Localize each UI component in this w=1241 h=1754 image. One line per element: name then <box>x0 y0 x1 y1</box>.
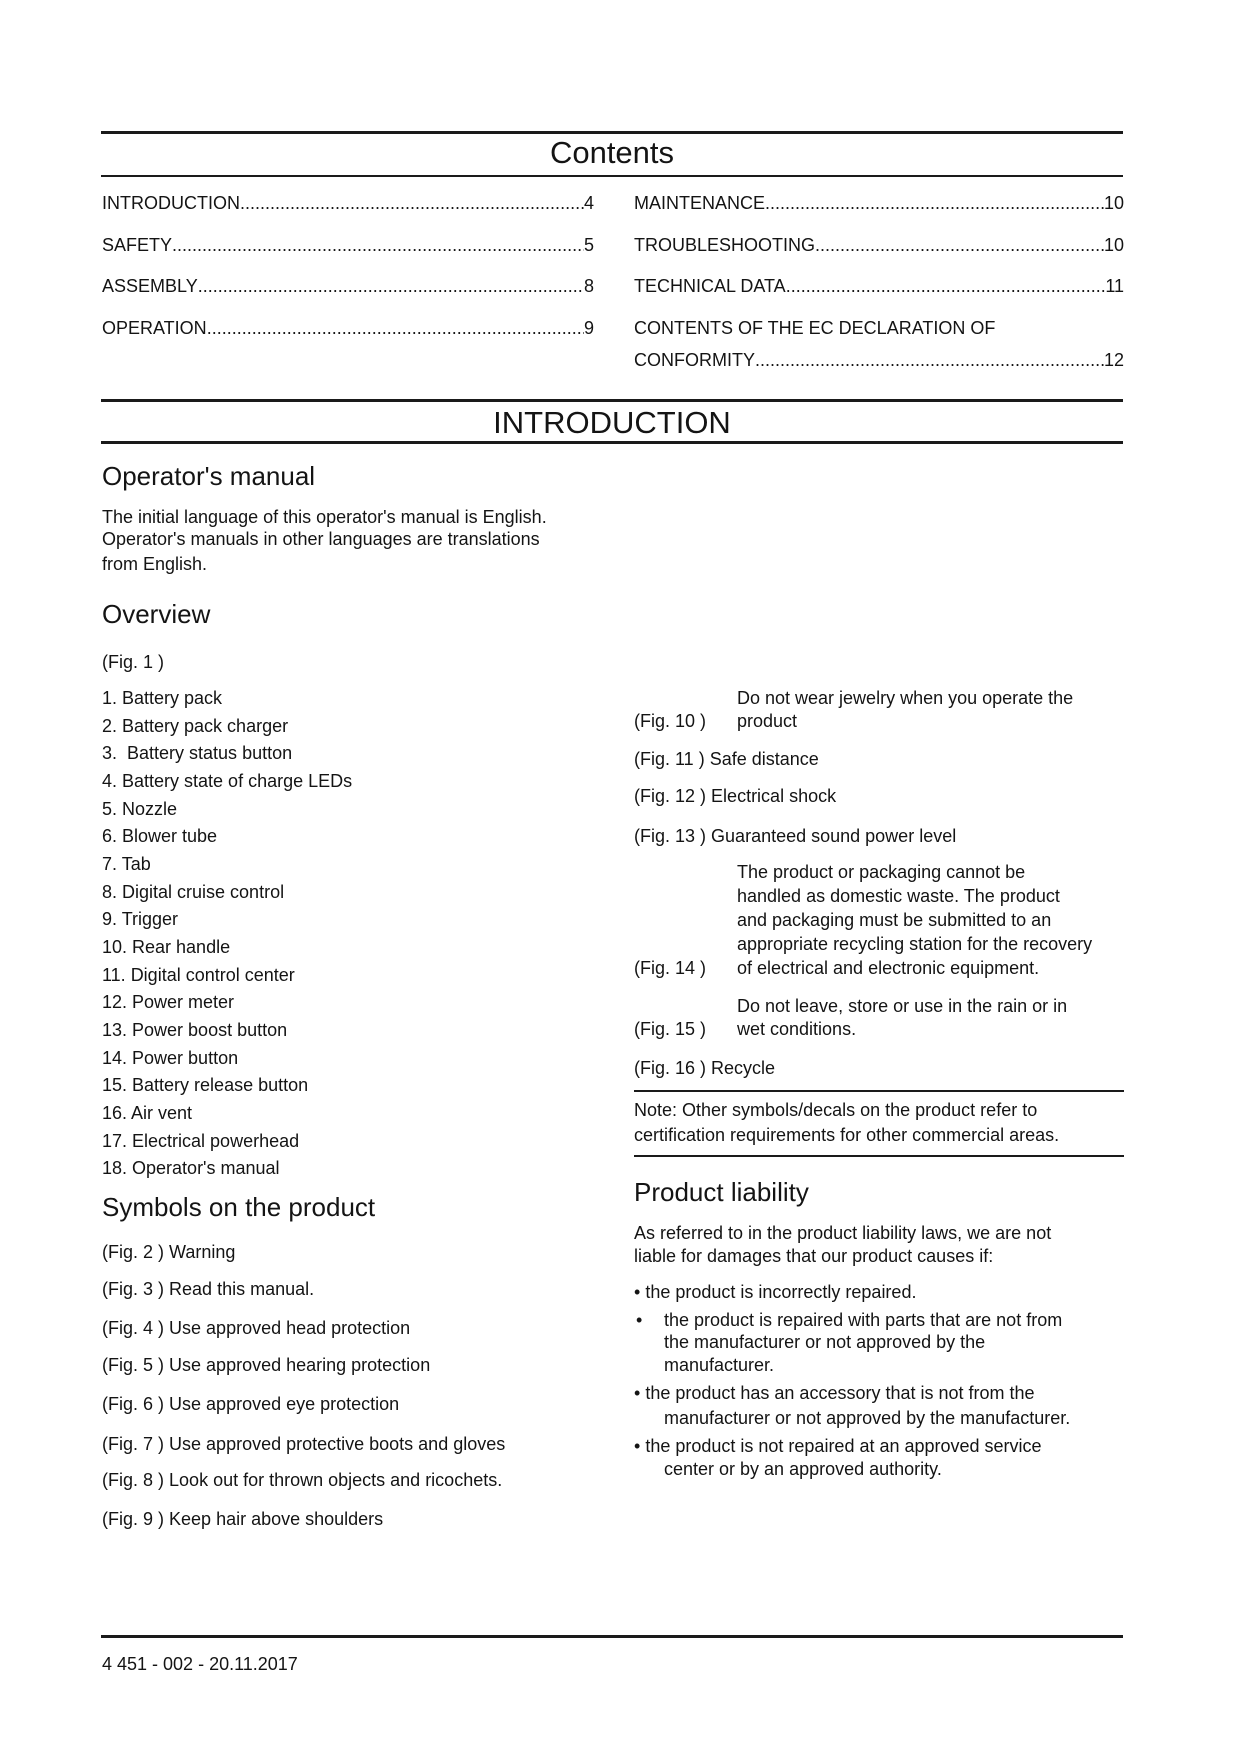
toc-page: 8 <box>583 276 594 296</box>
list-item: 4. Battery state of charge LEDs <box>102 770 353 791</box>
list-item: 2. Battery pack charger <box>102 715 289 736</box>
bullet-text: the product is repaired with parts that are not from <box>664 1310 1063 1330</box>
symbol-text: of electrical and electronic equipment. <box>737 958 1040 978</box>
fig-ref: (Fig. 4 ) <box>102 1318 165 1338</box>
toc-leader <box>765 192 1104 214</box>
symbol-text: and packaging must be submitted to an <box>737 910 1052 930</box>
toc-entry-operation <box>102 317 594 339</box>
list-item: 13. Power boost button <box>102 1019 288 1040</box>
toc-leader <box>240 192 584 214</box>
bullet-text: center or by an approved authority. <box>664 1459 942 1479</box>
symbol-entry <box>102 1433 505 1455</box>
symbol-entry <box>634 825 956 847</box>
toc-page: 11 <box>1105 276 1124 296</box>
symbol-text: Warning <box>169 1242 236 1262</box>
list-item: 1. Battery pack <box>102 688 223 708</box>
toc-label: CONFORMITY <box>634 350 755 370</box>
introduction-title: INTRODUCTION <box>493 405 731 440</box>
bullet-item <box>634 1435 1042 1457</box>
fig-ref: (Fig. 11 ) <box>634 749 705 769</box>
symbols-heading: Symbols on the product <box>102 1192 376 1222</box>
symbol-entry <box>634 1057 775 1079</box>
toc-leader <box>207 317 584 339</box>
bullet-text: the manufacturer or not approved by the <box>664 1332 986 1352</box>
fig-ref: (Fig. 8 ) <box>102 1470 165 1490</box>
note-label: Note: <box>634 1100 678 1120</box>
symbol-text: Read this manual. <box>169 1279 315 1299</box>
list-item: 9. Trigger <box>102 909 179 930</box>
symbol-text: Use approved eye protection <box>169 1394 400 1414</box>
bullet-text: the product has an accessory that is not from the <box>645 1383 1035 1403</box>
toc-label: TECHNICAL DATA <box>634 276 786 296</box>
symbol-text: The product or packaging cannot be <box>737 862 1026 882</box>
operators-manual-heading: Operator's manual <box>102 461 316 491</box>
bullet-icon: • <box>634 1436 641 1456</box>
list-item: 18. Operator's manual <box>102 1158 280 1179</box>
contents-bottom-rule <box>101 175 1123 177</box>
product-liability-intro: As referred to in the product liability laws, we are not <box>634 1223 1052 1243</box>
bullet-text: manufacturer or not approved by the manufacturer. <box>664 1408 1071 1428</box>
symbol-entry <box>102 1317 410 1339</box>
note-line <box>634 1099 1037 1121</box>
fig-ref: (Fig. 5 ) <box>102 1355 165 1375</box>
symbol-entry <box>102 1278 314 1300</box>
toc-entry-ec-declaration-line1: CONTENTS OF THE EC DECLARATION OF <box>634 318 996 338</box>
symbol-entry <box>102 1508 383 1530</box>
bullet-text: the product is not repaired at an approved service <box>645 1436 1042 1456</box>
toc-entry-safety <box>102 234 594 256</box>
bullet-icon: • <box>634 1282 641 1302</box>
symbol-text: Guaranteed sound power level <box>711 826 957 846</box>
introduction-top-rule <box>101 399 1123 402</box>
list-item: 10. Rear handle <box>102 936 231 957</box>
symbol-text: appropriate recycling station for the recovery <box>737 934 1093 954</box>
symbol-entry <box>102 1241 235 1263</box>
contents-title: Contents <box>549 135 675 170</box>
toc-entry-ec-declaration <box>634 349 1124 371</box>
fig-ref: (Fig. 12 ) <box>634 786 707 806</box>
symbol-text: Do not wear jewelry when you operate the <box>737 688 1074 708</box>
list-item: 7. Tab <box>102 853 151 874</box>
symbol-text: Use approved protective boots and gloves <box>169 1434 506 1454</box>
operators-manual-line: The initial language of this operator's manual is English. <box>102 507 547 527</box>
toc-label: OPERATION <box>102 318 207 338</box>
toc-entry-technical-data <box>634 275 1124 297</box>
toc-page: 10 <box>1103 193 1124 213</box>
note-top-rule <box>634 1090 1124 1092</box>
symbol-text: wet conditions. <box>737 1019 857 1039</box>
footer-doc-id: 4 451 - 002 - 20.11.2017 <box>102 1654 298 1674</box>
toc-label: INTRODUCTION <box>102 193 240 213</box>
toc-label: ASSEMBLY <box>102 276 198 296</box>
list-item: 8. Digital cruise control <box>102 881 285 902</box>
overview-fig-ref: (Fig. 1 ) <box>102 652 165 672</box>
symbol-text: Use approved head protection <box>169 1318 411 1338</box>
toc-page: 4 <box>583 193 594 213</box>
bullet-icon: • <box>634 1383 641 1403</box>
bullet-item <box>634 1281 916 1303</box>
symbol-text: Safe distance <box>709 749 819 769</box>
bullet-item <box>634 1382 1035 1404</box>
toc-entry-troubleshooting <box>634 234 1124 256</box>
operators-manual-line: from English. <box>102 554 208 574</box>
list-item: 15. Battery release button <box>102 1075 309 1096</box>
note-text: Other symbols/decals on the product refer to <box>677 1100 1038 1120</box>
fig-ref: (Fig. 16 ) <box>634 1058 707 1078</box>
list-item: 12. Power meter <box>102 992 235 1013</box>
symbol-text: Recycle <box>711 1058 776 1078</box>
list-item: 3. Battery status button <box>102 743 293 764</box>
bullet-text: the product is incorrectly repaired. <box>645 1282 917 1302</box>
symbol-text: product <box>737 711 798 731</box>
list-item: 6. Blower tube <box>102 826 218 847</box>
symbol-entry <box>102 1469 502 1491</box>
toc-entry-assembly <box>102 275 594 297</box>
fig-ref: (Fig. 3 ) <box>102 1279 165 1299</box>
toc-leader <box>172 234 584 256</box>
operators-manual-line: Operator's manuals in other languages are translations <box>102 529 540 549</box>
bullet-icon: • <box>636 1310 643 1330</box>
list-item: 5. Nozzle <box>102 798 178 819</box>
symbol-text: Keep hair above shoulders <box>169 1509 384 1529</box>
toc-entry-maintenance <box>634 192 1124 214</box>
list-item: 17. Electrical powerhead <box>102 1130 300 1151</box>
symbol-entry <box>634 748 819 770</box>
symbol-text: Do not leave, store or use in the rain or in <box>737 996 1068 1016</box>
toc-entry-introduction <box>102 192 594 214</box>
toc-label: MAINTENANCE <box>634 193 766 213</box>
toc-leader <box>755 349 1104 371</box>
note-bottom-rule <box>634 1155 1124 1157</box>
list-item: 11. Digital control center <box>102 964 295 985</box>
toc-page: 5 <box>583 235 594 255</box>
bullet-text: manufacturer. <box>664 1355 775 1375</box>
product-liability-intro: liable for damages that our product causes if: <box>634 1246 994 1266</box>
footer-rule <box>101 1635 1123 1638</box>
toc-page: 9 <box>583 318 594 338</box>
fig-ref: (Fig. 9 ) <box>102 1509 165 1529</box>
toc-page: 12 <box>1103 350 1124 370</box>
contents-top-rule <box>101 131 1123 134</box>
symbol-text: Look out for thrown objects and ricochets. <box>169 1470 503 1490</box>
fig-ref: (Fig. 13 ) <box>634 826 707 846</box>
fig-ref: (Fig. 15 ) <box>634 1019 707 1039</box>
symbol-text: Electrical shock <box>711 786 837 806</box>
symbol-entry <box>634 785 836 807</box>
toc-leader <box>815 234 1104 256</box>
product-liability-heading: Product liability <box>634 1177 809 1207</box>
symbol-text: handled as domestic waste. The product <box>737 886 1060 906</box>
symbol-entry <box>102 1354 430 1376</box>
fig-ref: (Fig. 7 ) <box>102 1434 165 1454</box>
fig-ref: (Fig. 14 ) <box>634 958 707 978</box>
toc-page: 10 <box>1103 235 1124 255</box>
fig-ref: (Fig. 6 ) <box>102 1394 165 1414</box>
toc-label: SAFETY <box>102 235 173 255</box>
toc-label: TROUBLESHOOTING <box>634 235 816 255</box>
overview-heading: Overview <box>102 599 211 629</box>
list-item: 14. Power button <box>102 1047 239 1068</box>
toc-leader <box>786 275 1106 297</box>
list-item: 16. Air vent <box>102 1102 193 1123</box>
introduction-bottom-rule <box>101 441 1123 444</box>
fig-ref: (Fig. 10 ) <box>634 711 707 731</box>
overview-parts-list <box>102 685 352 1183</box>
toc-leader <box>198 275 584 297</box>
note-text: certification requirements for other commercial areas. <box>634 1125 1060 1145</box>
fig-ref: (Fig. 2 ) <box>102 1242 165 1262</box>
symbol-text: Use approved hearing protection <box>169 1355 431 1375</box>
symbol-entry <box>102 1393 399 1415</box>
